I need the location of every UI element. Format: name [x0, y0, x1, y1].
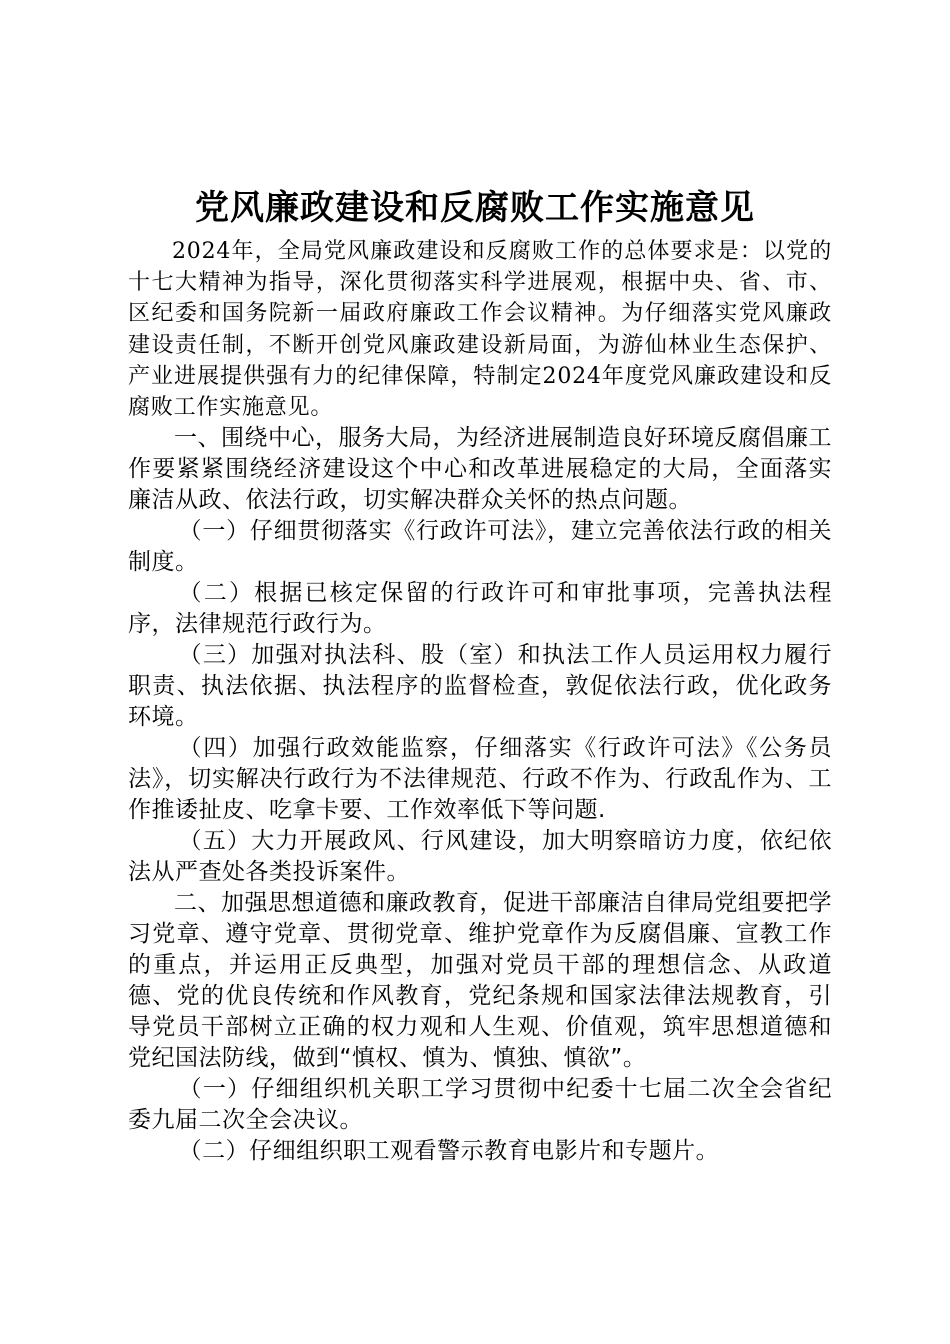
- document-body: [128, 236, 832, 1167]
- section-one-heading-paragraph: 一、围绕中心，服务大局，为经济进展制造良好环境反腐倡廉工作要紧紧围绕经济建设这个中心和改革进展稳定的大局，全面落实廉洁从政、依法行政，切实解决群众关怀的热点问题。: [128, 425, 832, 514]
- section-one-item-4: （四）加强行政效能监察，仔细落实《行政许可法》《公务员法》，切实解决行政行为不法律规范、行政不作为、行政乱作为、工作推诿扯皮、吃拿卡要、工作效率低下等问题.: [128, 735, 832, 824]
- section-two-item-2: （二）仔细组织职工观看警示教育电影片和专题片。: [178, 1138, 720, 1165]
- section-two-item-1: （一）仔细组织机关职工学习贯彻中纪委十七届二次全会省纪委九届二次全会决议。: [128, 1076, 832, 1134]
- section-one-item-5: （五）大力开展政风、行风建设，加大明察暗访力度，依纪依法从严查处各类投诉案件。: [128, 828, 832, 886]
- document-title: 党风廉政建设和反腐败工作实施意见: [195, 188, 755, 228]
- section-one-item-2: （二）根据已核定保留的行政许可和审批事项，完善执法程序，法律规范行政行为。: [128, 580, 832, 638]
- section-one-item-3: （三）加强对执法科、股（室）和执法工作人员运用权力履行职责、执法依据、执法程序的监督检查，敦促依法行政，优化政务环境。: [128, 642, 832, 731]
- intro-paragraph: 2024年，全局党风廉政建设和反腐败工作的总体要求是：以党的十七大精神为指导，深化贯彻落实科学进展观，根据中央、省、市、区纪委和国务院新一届政府廉政工作会议精神。为仔细落实党风廉政建设责任制，不断开创党风廉政建设新局面，为游仙林业生态保护、产业进展提供强有力的纪律保障，特制定2024年度党风廉政建设和反腐败工作实施意见。: [128, 239, 832, 421]
- section-one-item-1: （一）仔细贯彻落实《行政许可法》，建立完善依法行政的相关制度。: [128, 518, 832, 576]
- section-two-heading-paragraph: 二、加强思想道德和廉政教育，促进干部廉洁自律局党组要把学习党章、遵守党章、贯彻党章、维护党章作为反腐倡廉、宣教工作的重点，并运用正反典型，加强对党员干部的理想信念、从政道德、党的优良传统和作风教育，党纪条规和国家法律法规教育，引导党员干部树立正确的权力观和人生观、价值观，筑牢思想道德和党纪国法防线，做到“慎权、慎为、慎独、慎欲”。: [128, 890, 832, 1072]
